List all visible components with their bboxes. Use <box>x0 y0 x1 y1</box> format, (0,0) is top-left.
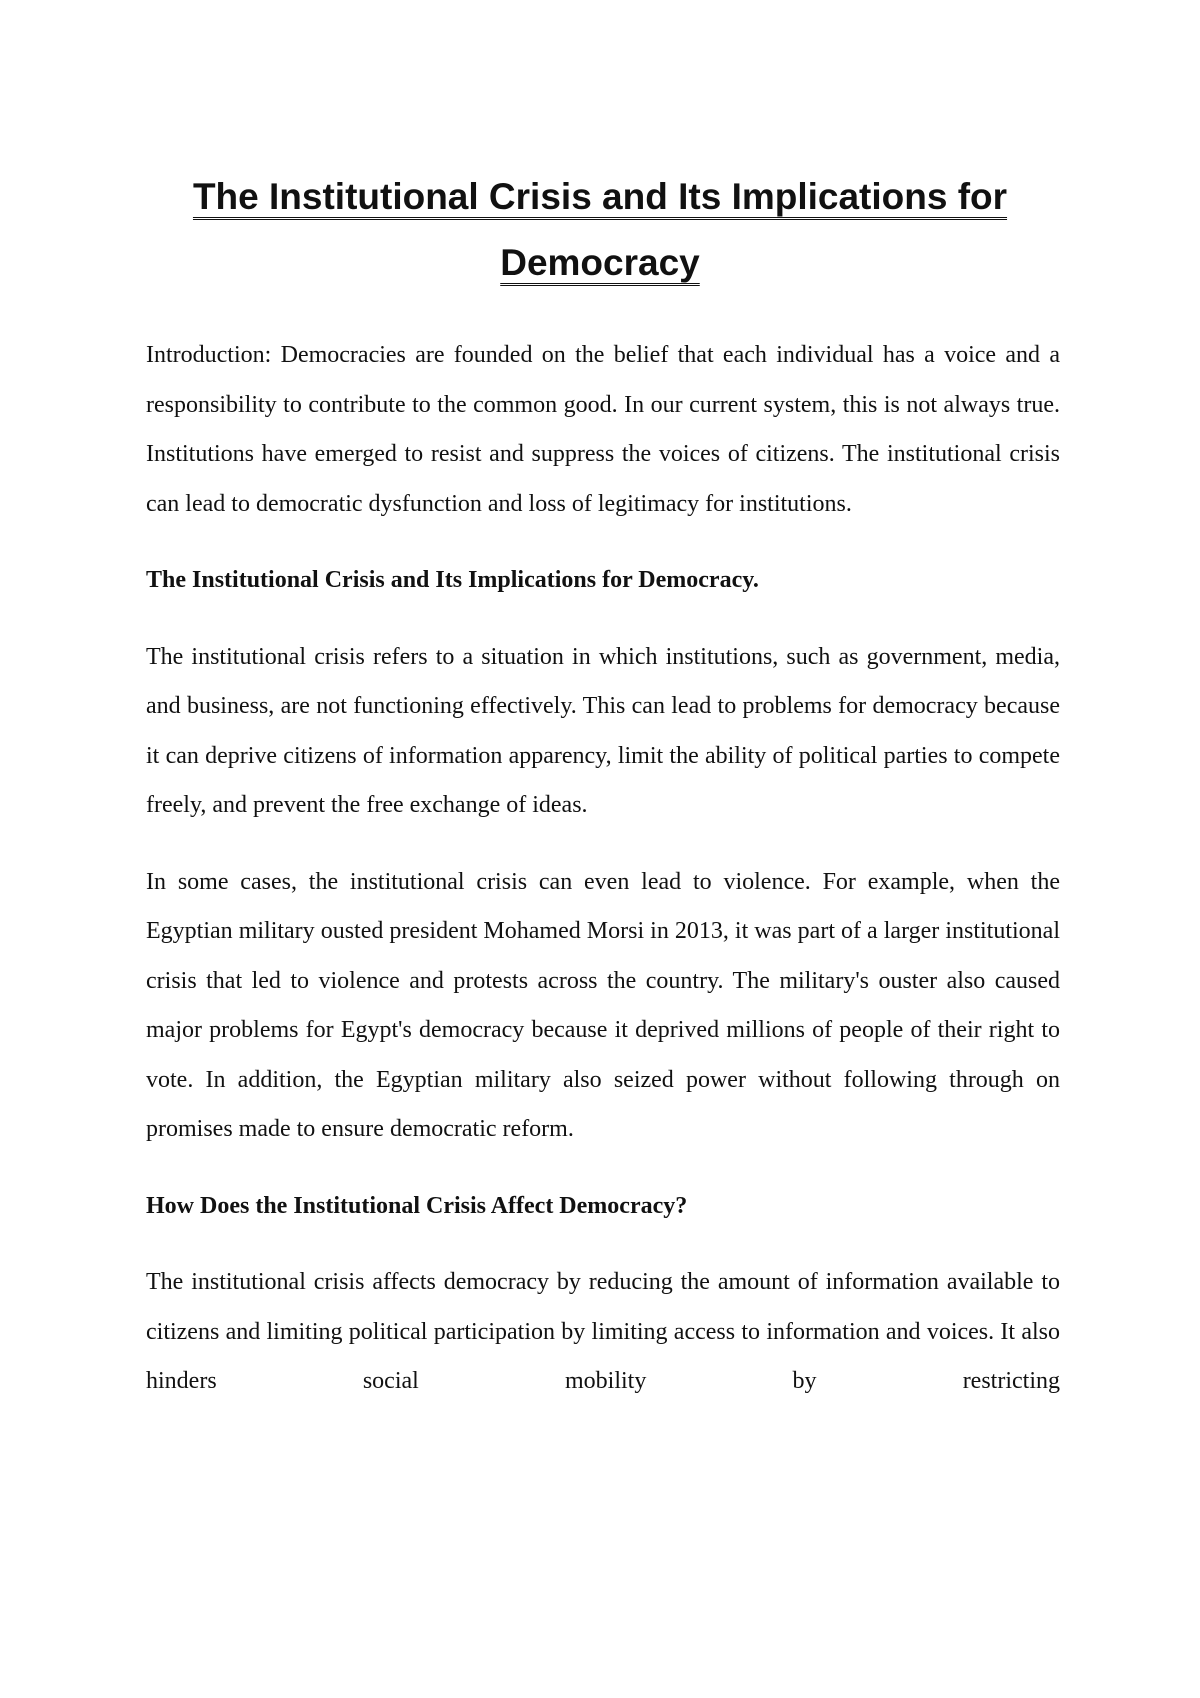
effects-paragraph: The institutional crisis affects democracy by reducing the amount of information available to citizens and limiting political participation by limiting access to information and voices. It also hinders social mobility by restricting <box>146 1269 1060 1394</box>
crisis-definition-paragraph: The institutional crisis refers to a situation in which institutions, such as government, media, and business, are not functioning effectively. This can lead to problems for democracy because it can deprive citizens of information apparency, limit the ability of political parties to compete freely, and prevent the free exchange of ideas. <box>146 643 1060 818</box>
egypt-example-paragraph: In some cases, the institutional crisis can even lead to violence. For example, when the Egyptian military ousted president Mohamed Morsi in 2013, it was part of a larger institutional crisis that led to violence and protests across the country. The military's ouster also caused major problems for Egypt's democracy because it deprived millions of people of their right to vote. In addition, the Egyptian military also seized power without following through on promises made to ensure democratic reform. <box>146 868 1060 1142</box>
document-title: The Institutional Crisis and Its Implications for Democracy <box>192 176 1008 283</box>
document-body <box>146 331 1060 1407</box>
section-heading-implications: The Institutional Crisis and Its Implications for Democracy. <box>146 567 759 593</box>
section-heading-effects: How Does the Institutional Crisis Affect Democracy? <box>146 1192 688 1219</box>
intro-paragraph: Introduction: Democracies are founded on the belief that each individual has a voice and a responsibility to contribute to the common good. In our current system, this is not always true. Institutions have emerged to resist and suppress the voices of citizens. The institutional crisis can lead to democratic dysfunction and loss of legitimacy for institutions. <box>146 342 1060 517</box>
